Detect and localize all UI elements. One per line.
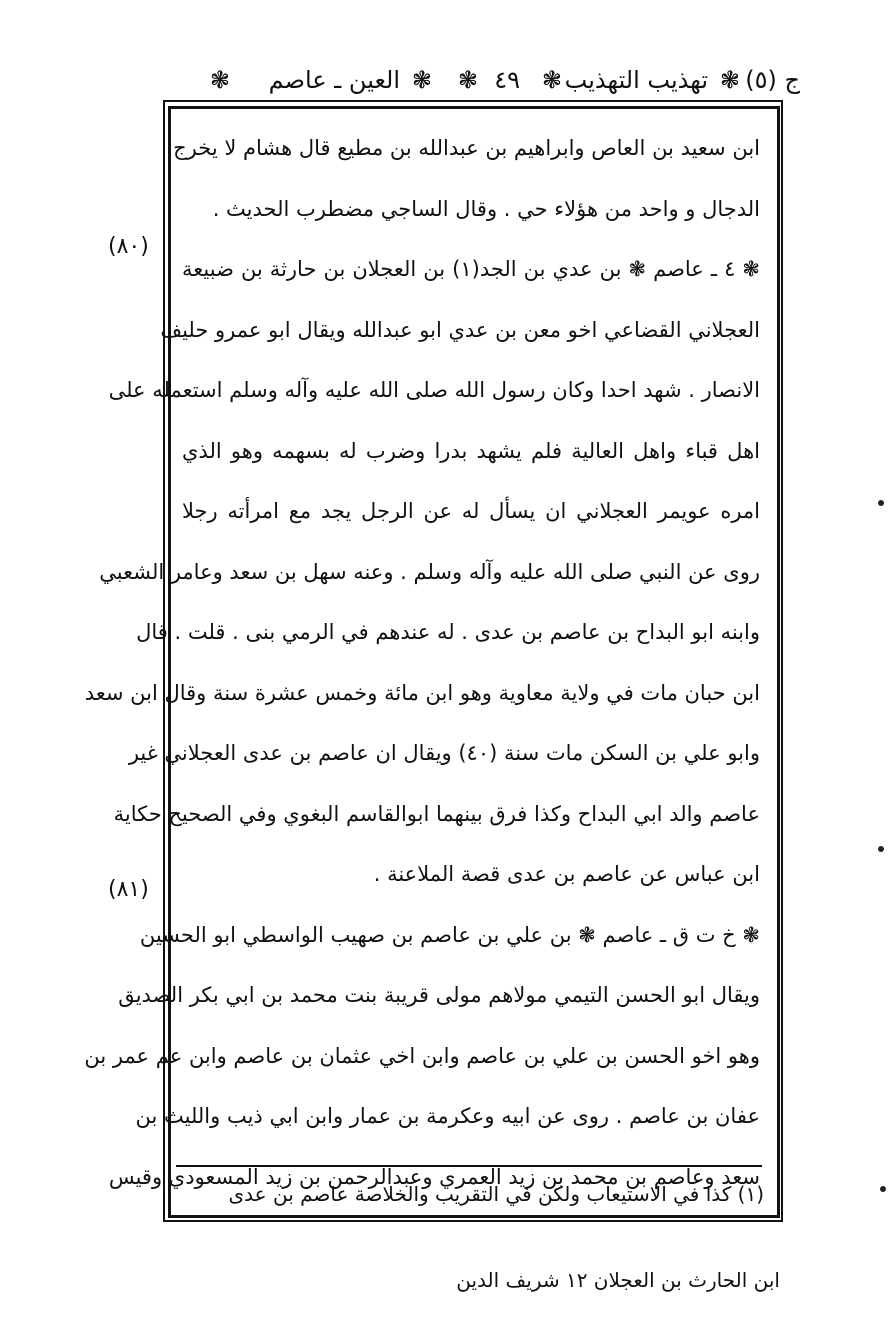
book-title: تهذيب التهذيب: [564, 66, 708, 94]
text-line: ابن سعيد بن العاص وابراهيم بن عبدالله بن مطيع قال هشام لا يخرج: [173, 136, 760, 160]
text-line: عفان بن عاصم . روى عن ابيه وعكرمة بن عمار وابن ابي ذيب والليث بن: [135, 1104, 760, 1128]
ornament-icon: ❃: [457, 66, 478, 94]
ornament-icon: ❃: [411, 66, 432, 94]
text-line: ويقال ابو الحسن التيمي مولاهم مولى قريبة بنت محمد بن ابي بكر الصديق: [118, 983, 760, 1007]
page-number: ٤٩: [494, 66, 520, 94]
ornament-icon: ❃: [209, 66, 230, 94]
entry-number-margin: (٨٠): [108, 234, 149, 259]
text-line: عاصم والد ابي البداح وكذا فرق بينهما ابوالقاسم البغوي وفي الصحيح حكاية: [113, 801, 760, 826]
running-header: [160, 60, 800, 100]
volume-label: ج (٥): [745, 66, 800, 94]
entry-number-margin: (٨١): [108, 877, 149, 902]
text-line: روى عن النبي صلى الله عليه وآله وسلم . وعنه سهل بن سعد وعامر الشعبي: [99, 559, 760, 584]
ornament-icon: ❃: [719, 66, 740, 94]
text-line: ابن حبان مات في ولاية معاوية وهو ابن مائة وخمس عشرة سنة وقال ابن سعد: [84, 680, 760, 705]
scan-speck: [878, 846, 884, 852]
text-line: ابن عباس عن عاصم بن عدى قصة الملاعنة .: [373, 862, 760, 886]
text-line: وابو علي بن السكن مات سنة (٤٠) ويقال ان عاصم بن عدى العجلاني غير: [128, 741, 760, 765]
text-line: الدجال و واحد من هؤلاء حي . وقال الساجي مضطرب الحديث .: [212, 196, 760, 221]
footnote-continuation: ابن الحارث بن العجلان ١٢ شريف الدين: [456, 1268, 780, 1292]
text-line: اهل قباء واهل العالية فلم يشهد بدرا وضرب له بسهمه وهو الذي: [182, 438, 760, 463]
text-line: وهو اخو الحسن بن علي بن عاصم وابن اخي عثمان بن عاصم وابن عم عمر بن: [84, 1043, 760, 1068]
text-line: سعد وعاصم بن محمد بن زيد العمري وعبدالرحمن بن زيد المسعودي وقيس: [108, 1164, 760, 1189]
scan-speck: [878, 500, 884, 506]
text-line: الانصار . شهد احدا وكان رسول الله صلى الله عليه وآله وسلم استعمله على: [108, 378, 760, 402]
footnote-divider: [176, 1165, 762, 1167]
footnote: (١) كذا في الاستيعاب ولكن في التقريب والخلاصة عاصم بن عدى: [228, 1182, 764, 1206]
text-line: العجلاني القضاعي اخو معن بن عدي ابو عبدالله ويقال ابو عمرو حليف: [160, 317, 760, 342]
entry-heading-line: ❃ خ ت ق ـ عاصم ❃ بن علي بن عاصم بن صهيب الواسطي ابو الحسين: [139, 922, 760, 947]
section-heading: العين ـ عاصم: [268, 66, 400, 94]
text-line: امره عويمر العجلاني ان يسأل له عن الرجل يجد مع امرأته رجلا: [182, 499, 760, 523]
text-line: وابنه ابو البداح بن عاصم بن عدى . له عندهم في الرمي بنى . قلت . قال: [136, 620, 760, 644]
entry-heading-line: ❃ ٤ ـ عاصم ❃ بن عدي بن الجد(١) بن العجلان بن حارثة بن ضبيعة: [182, 257, 760, 281]
scan-speck: [880, 1186, 886, 1192]
ornament-icon: ❃: [541, 66, 562, 94]
